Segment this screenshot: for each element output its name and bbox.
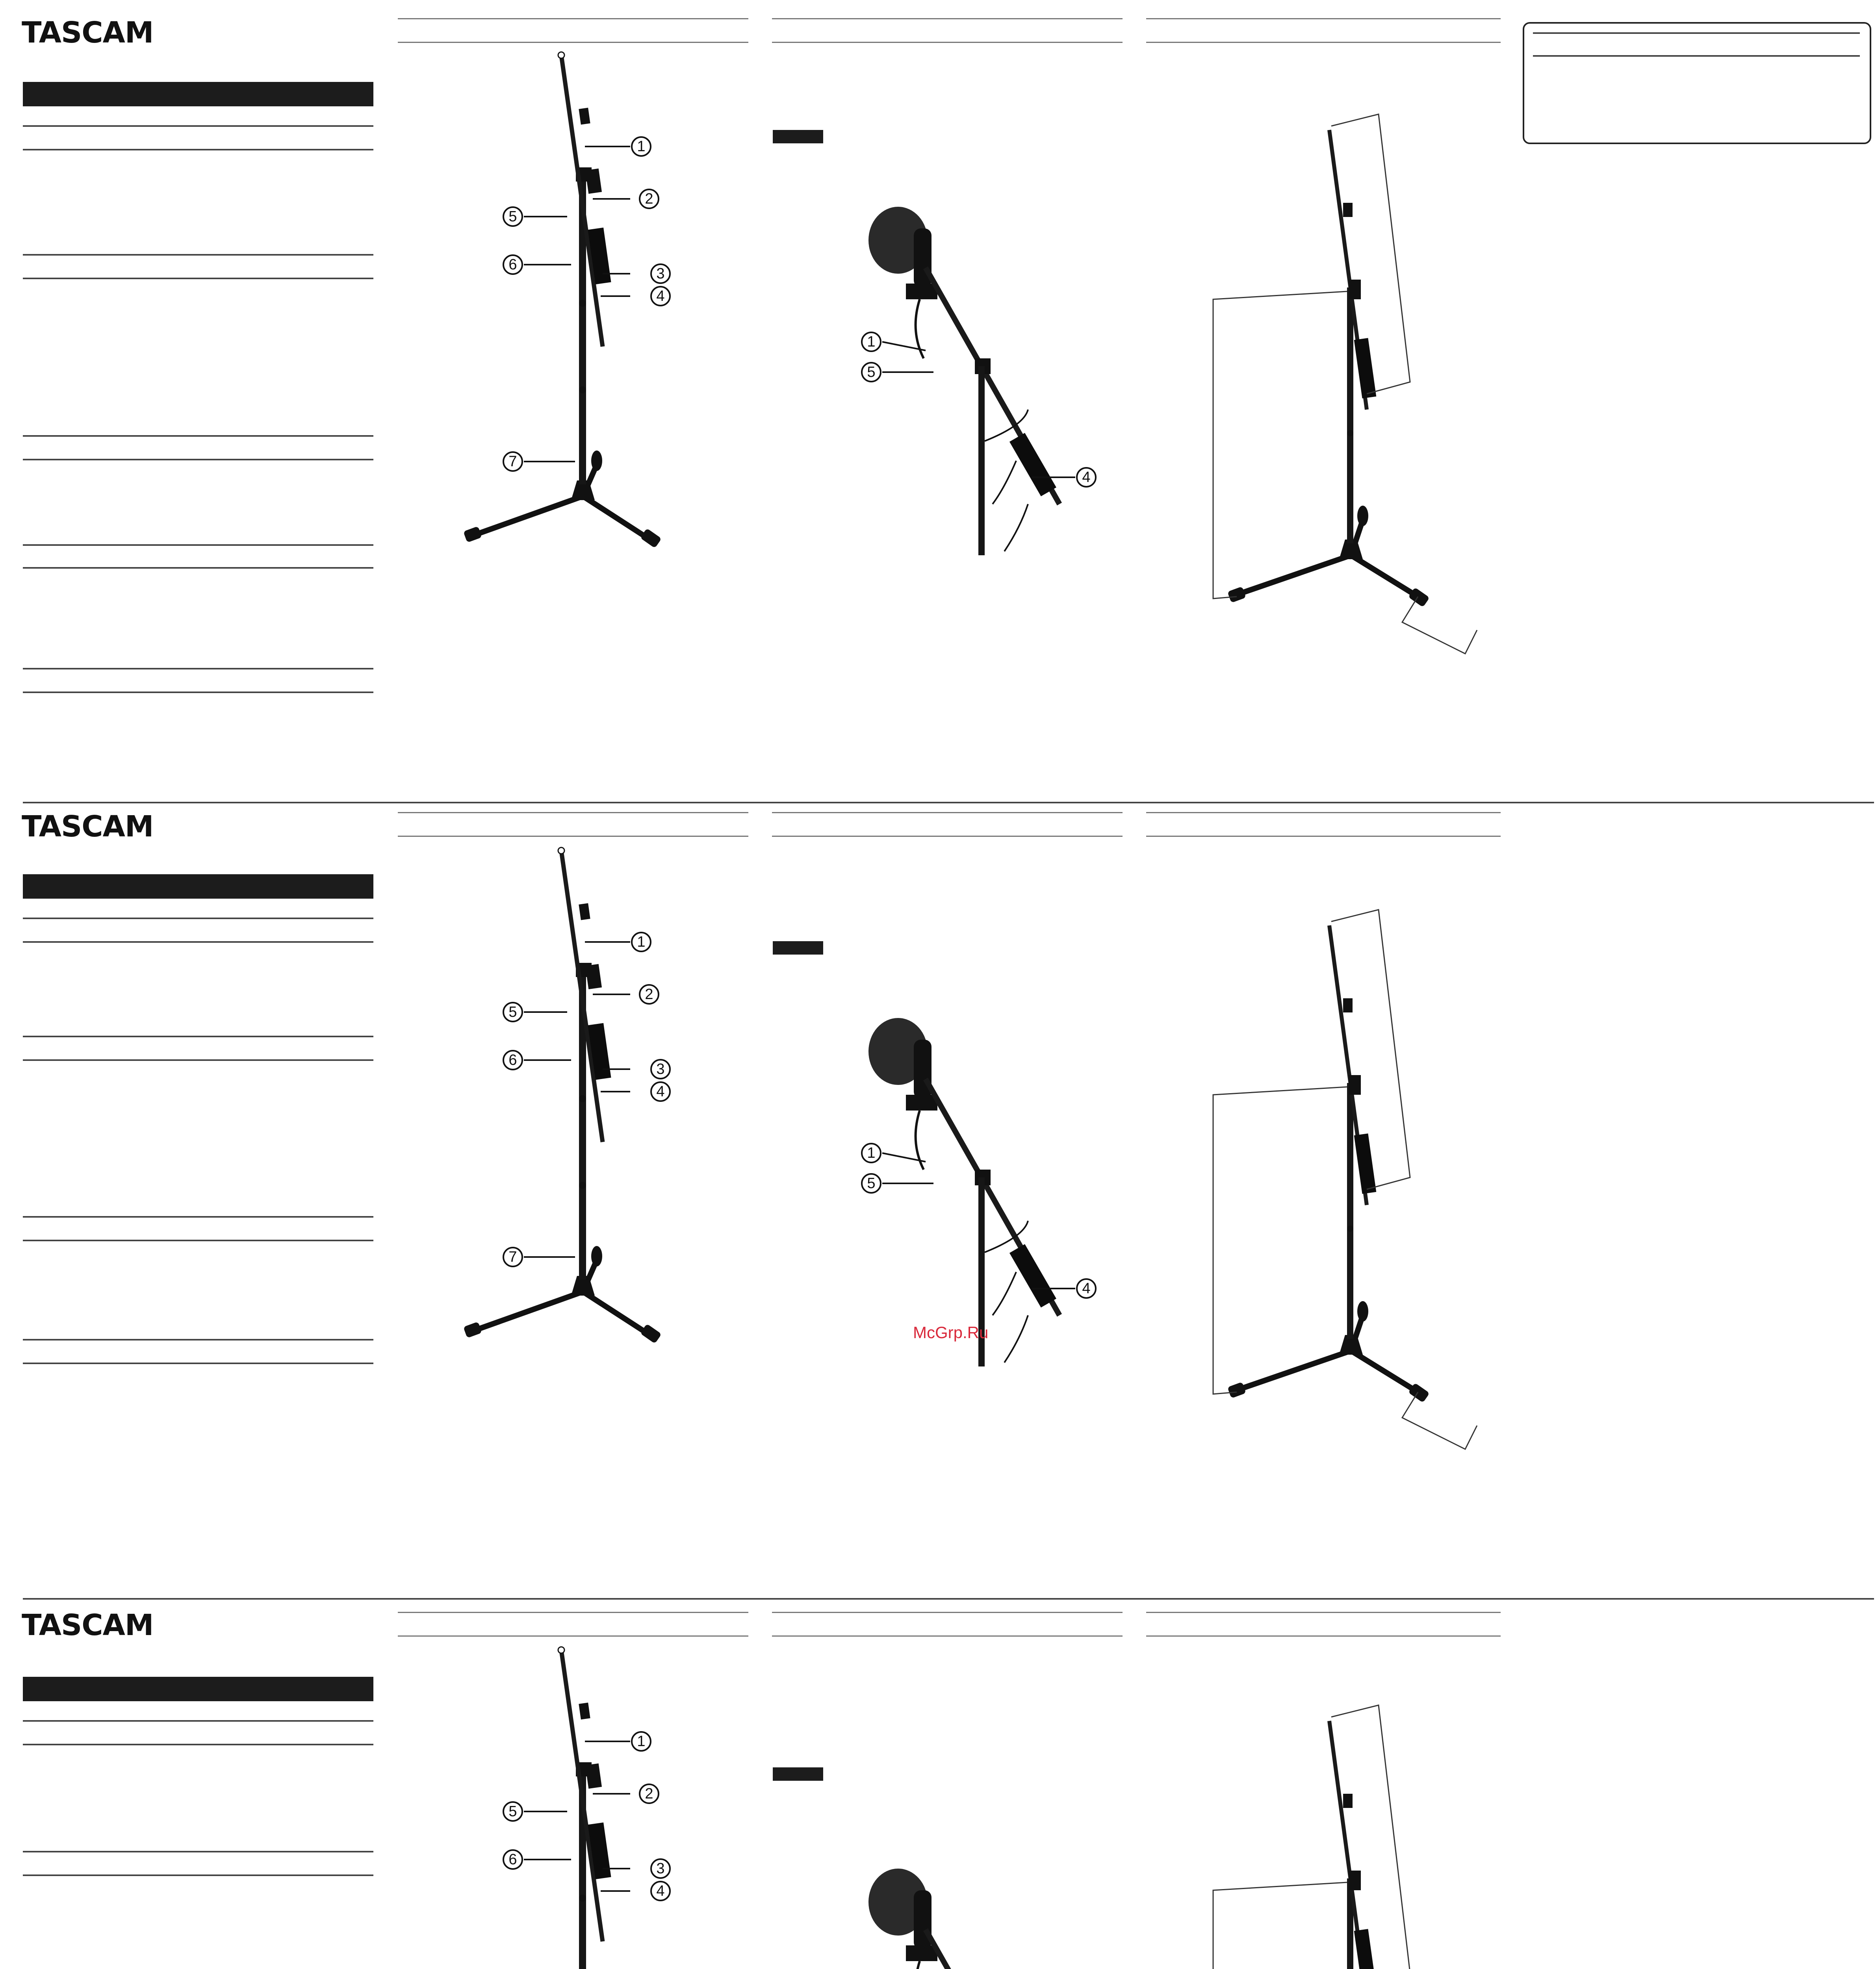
callout-6: 6	[508, 256, 517, 273]
callout-2: 2	[645, 191, 653, 207]
callout-6: 6	[508, 1851, 517, 1868]
callout-6: 6	[508, 1052, 517, 1068]
callout-2: 2	[645, 1785, 653, 1802]
callout-7: 7	[508, 453, 517, 470]
callout-1: 1	[637, 138, 646, 155]
callout-1: 1	[867, 1145, 876, 1161]
callout-5: 5	[508, 1803, 517, 1820]
callout-5: 5	[508, 1004, 517, 1020]
callout-2: 2	[645, 986, 653, 1003]
brand-logo: TASCAM	[22, 810, 154, 844]
callout-4: 4	[1082, 1280, 1091, 1297]
callout-5: 5	[508, 208, 517, 225]
watermark-text: McGrp.Ru	[913, 1323, 989, 1342]
callout-4: 4	[656, 288, 665, 304]
callout-4: 4	[656, 1883, 665, 1899]
callout-7: 7	[508, 1249, 517, 1265]
callout-5: 5	[867, 364, 876, 380]
callout-3: 3	[656, 265, 665, 282]
callout-1: 1	[637, 1733, 646, 1750]
callout-1: 1	[637, 934, 646, 950]
callout-1: 1	[867, 334, 876, 350]
callout-4: 4	[1082, 469, 1091, 486]
brand-logo: TASCAM	[22, 16, 154, 50]
callout-3: 3	[656, 1061, 665, 1077]
callout-4: 4	[656, 1083, 665, 1100]
brand-logo: TASCAM	[22, 1608, 154, 1642]
callout-3: 3	[656, 1860, 665, 1877]
callout-5: 5	[867, 1175, 876, 1192]
